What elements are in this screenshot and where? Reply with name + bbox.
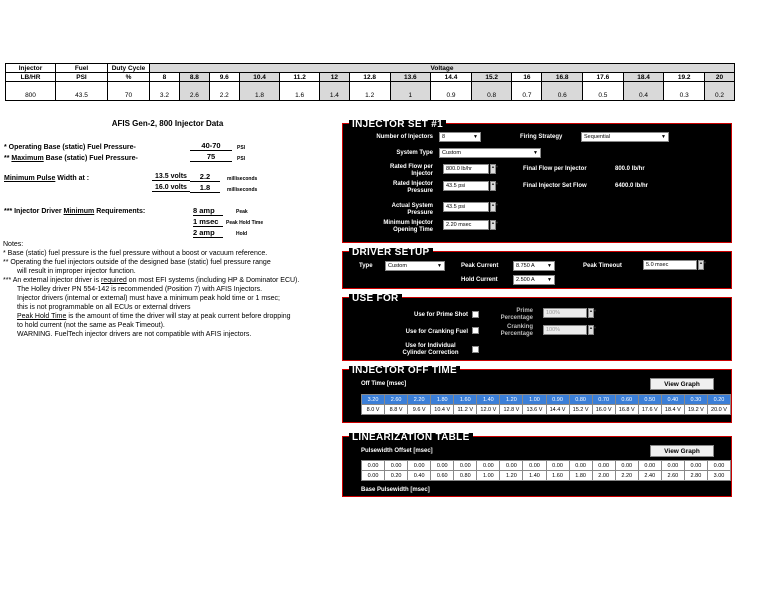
off-time-cell[interactable]: 0.60: [615, 395, 638, 405]
linearization-view-graph-button[interactable]: View Graph: [650, 445, 714, 457]
voltage-header-cell: 19.2: [664, 73, 705, 82]
off-time-volt-cell[interactable]: 14.4 V: [546, 405, 569, 415]
firing-strategy-label: Firing Strategy: [520, 134, 563, 140]
voltage-header-cell: 8: [150, 73, 180, 82]
driver-peak-unit: Peak: [236, 209, 248, 215]
injector-value: 800: [6, 82, 56, 101]
off-time-cell[interactable]: 1.60: [454, 395, 477, 405]
off-time-subtitle: Off Time [msec]: [361, 381, 407, 387]
off-time-cell[interactable]: 1.80: [431, 395, 454, 405]
voltage-header-cell: 17.6: [583, 73, 624, 82]
volt-13-5-unit: milliseconds: [227, 176, 258, 182]
peak-timeout-input[interactable]: 5.0 msec: [643, 260, 697, 270]
off-time-volt-cell[interactable]: 10.4 V: [431, 405, 454, 415]
volt-13-5-value: 2.2: [190, 172, 220, 182]
linearization-offset-cell[interactable]: 0.00: [592, 461, 615, 471]
voltage-header-cell: 15.2: [471, 73, 512, 82]
linearization-base-cell[interactable]: 1.00: [477, 471, 500, 481]
driver-hold-value: 2 amp: [193, 228, 223, 238]
voltage-table-subheader-row: [6, 73, 735, 82]
off-time-volt-cell[interactable]: 9.6 V: [408, 405, 431, 415]
final-flow-value: 800.0 lb/hr: [615, 166, 645, 172]
min-opening-time-label: Minimum Injector Opening Time: [383, 220, 433, 233]
off-time-volts-row: [362, 405, 731, 415]
off-time-volt-cell[interactable]: 11.2 V: [454, 405, 477, 415]
num-injectors-select[interactable]: 8 ▼: [439, 132, 481, 142]
off-time-cell[interactable]: 2.60: [385, 395, 408, 405]
linearization-base-row: [362, 471, 731, 481]
off-time-title: INJECTOR OFF TIME: [349, 366, 460, 376]
note-2b: will result in improper injector function.: [17, 268, 136, 275]
note-3e: Peak Hold Time is the amount of time the driver will stay at peak current before dropping: [17, 313, 291, 320]
linearization-panel: [342, 432, 732, 497]
peak-timeout-label: Peak Timeout: [583, 263, 622, 269]
fuel-value: 43.5: [56, 82, 108, 101]
off-time-value-cell: 0.3: [664, 82, 705, 101]
duty-cycle-value: 70: [108, 82, 150, 101]
linearization-base-cell[interactable]: 2.60: [661, 471, 684, 481]
linearization-base-cell[interactable]: 3.00: [707, 471, 730, 481]
max-pressure-label: ** Maximum Base (static) Fuel Pressure-: [4, 155, 138, 162]
linearization-base-cell[interactable]: 2.00: [592, 471, 615, 481]
final-flow-label: Final Flow per Injector: [523, 166, 587, 172]
linearization-offset-cell[interactable]: 0.00: [684, 461, 707, 471]
fuel-header: Fuel: [56, 64, 108, 73]
driver-requirements-label: *** Injector Driver Minimum Requirements:: [4, 208, 146, 215]
linearization-subtitle: Pulsewidth Offset [msec]: [361, 448, 433, 454]
note-1: * Base (static) fuel pressure is the fuel pressure without a boost or vacuum reference.: [3, 250, 268, 257]
min-opening-time-spinner[interactable]: ▲▼: [490, 220, 496, 230]
fuel-unit: PSI: [56, 73, 108, 82]
off-time-volt-cell[interactable]: 12.0 V: [477, 405, 500, 415]
voltage-table-header-row: [6, 64, 735, 73]
note-3: *** An external injector driver is required on most EFI systems (including HP & Dominator ECU).: [3, 277, 300, 284]
off-time-volt-cell[interactable]: 20.0 V: [707, 405, 730, 415]
rated-flow-spinner[interactable]: ▲▼: [490, 164, 496, 174]
off-time-cell[interactable]: 0.90: [546, 395, 569, 405]
chevron-down-icon: ▼: [533, 150, 538, 156]
off-time-value-cell: 1: [390, 82, 431, 101]
use-for-title: USE FOR: [349, 294, 402, 304]
off-time-cell[interactable]: 0.80: [569, 395, 592, 405]
off-time-volt-cell[interactable]: 19.2 V: [684, 405, 707, 415]
individual-correction-label: Use for Individual Cylinder Correction: [402, 343, 459, 356]
duty-cycle-unit: %: [108, 73, 150, 82]
max-pressure-value: 75: [190, 152, 232, 162]
use-for-panel: [342, 293, 732, 361]
linearization-offset-cell[interactable]: 0.00: [638, 461, 661, 471]
off-time-panel: [342, 365, 732, 423]
linearization-offset-cell[interactable]: 0.00: [477, 461, 500, 471]
off-time-value-cell: 3.2: [150, 82, 180, 101]
system-type-select[interactable]: Custom ▼: [439, 148, 541, 158]
min-pulse-width-label: Minimum Pulse Width at :: [4, 175, 90, 182]
off-time-value-cell: 0.2: [705, 82, 735, 101]
voltage-header-cell: 16.8: [542, 73, 583, 82]
chevron-down-icon: ▼: [437, 263, 442, 269]
off-time-volt-cell[interactable]: 16.0 V: [592, 405, 615, 415]
linearization-offset-row: [362, 461, 731, 471]
chevron-down-icon: ▼: [547, 277, 552, 283]
operating-pressure-unit: PSI: [237, 145, 246, 151]
driver-hold-time-value: 1 msec: [193, 217, 223, 227]
off-time-volt-cell[interactable]: 18.4 V: [661, 405, 684, 415]
driver-type-select[interactable]: Custom ▼: [385, 261, 445, 271]
injector-set-title: INJECTOR SET #1: [349, 120, 446, 130]
prime-percentage-spinner[interactable]: ▲▼: [588, 308, 594, 318]
voltage-header: Voltage: [150, 64, 735, 73]
off-time-value-cell: 1.4: [319, 82, 349, 101]
cranking-fuel-label: Use for Cranking Fuel: [405, 329, 468, 335]
prime-shot-label: Use for Prime Shot: [413, 312, 468, 318]
linearization-base-cell[interactable]: 0.20: [385, 471, 408, 481]
off-time-value-cell: 2.2: [209, 82, 239, 101]
driver-setup-panel: [342, 247, 732, 289]
off-time-cell[interactable]: 0.70: [592, 395, 615, 405]
rated-pressure-input[interactable]: 43.5 psi: [443, 181, 489, 191]
off-time-value-cell: 1.2: [349, 82, 390, 101]
linearization-base-cell[interactable]: 1.20: [500, 471, 523, 481]
linearization-base-cell[interactable]: 0.40: [408, 471, 431, 481]
note-3c: Injector drivers (internal or external) must have a minimum peak hold time or 1 msec;: [17, 295, 280, 302]
voltage-table-data-row: [6, 82, 735, 101]
rated-flow-input[interactable]: 800.0 lb/hr: [443, 164, 489, 174]
driver-type-label: Type: [359, 263, 373, 269]
off-time-value-cell: 0.4: [623, 82, 664, 101]
off-time-volt-cell[interactable]: 16.8 V: [615, 405, 638, 415]
volt-16-label: 16.0 volts: [152, 184, 190, 192]
linearization-base-cell[interactable]: 1.60: [546, 471, 569, 481]
off-time-grid: [361, 394, 731, 415]
off-time-value-cell: 1.8: [239, 82, 280, 101]
off-time-cell[interactable]: 3.20: [362, 395, 385, 405]
num-injectors-label: Number of Injectors: [376, 134, 433, 140]
system-type-label: System Type: [396, 150, 433, 156]
off-time-value-cell: 0.6: [542, 82, 583, 101]
linearization-offset-cell[interactable]: 0.00: [431, 461, 454, 471]
note-3g: WARNING. FuelTech injector drivers are not compatible with AFIS injectors.: [17, 331, 252, 338]
duty-cycle-header: Duty Cycle: [108, 64, 150, 73]
off-time-cell[interactable]: 1.40: [477, 395, 500, 405]
off-time-value-cell: 0.8: [471, 82, 512, 101]
voltage-header-cell: 11.2: [280, 73, 320, 82]
notes-section: [3, 240, 339, 339]
linearization-base-cell[interactable]: 0.80: [454, 471, 477, 481]
linearization-offset-cell[interactable]: 0.00: [546, 461, 569, 471]
hold-current-select[interactable]: 2.500 A ▼: [513, 275, 555, 285]
note-2: ** Operating the fuel injectors outside of the designed base (static) fuel pressure range: [3, 259, 271, 266]
injector-header: Injector: [6, 64, 56, 73]
final-set-flow-value: 6400.0 lb/hr: [615, 183, 649, 189]
linearization-base-cell[interactable]: 0.60: [431, 471, 454, 481]
off-time-cell[interactable]: 0.50: [638, 395, 661, 405]
prime-percentage-label: Prime Percentage: [500, 308, 533, 321]
voltage-header-cell: 18.4: [623, 73, 664, 82]
linearization-offset-cell[interactable]: 0.00: [569, 461, 592, 471]
linearization-base-cell[interactable]: 2.20: [615, 471, 638, 481]
cranking-percentage-input[interactable]: 100%: [543, 325, 587, 335]
off-time-volt-cell[interactable]: 12.8 V: [500, 405, 523, 415]
prime-percentage-input[interactable]: 100%: [543, 308, 587, 318]
off-time-cell[interactable]: 0.40: [661, 395, 684, 405]
operating-pressure-label: * Operating Base (static) Fuel Pressure-: [4, 144, 136, 151]
off-time-cell[interactable]: 1.00: [523, 395, 546, 405]
off-time-cell[interactable]: 1.20: [500, 395, 523, 405]
off-time-value-cell: 0.7: [512, 82, 542, 101]
off-time-cell[interactable]: 0.30: [684, 395, 707, 405]
injector-set-panel: [342, 119, 732, 243]
voltage-header-cell: 10.4: [239, 73, 280, 82]
min-opening-time-input[interactable]: 2.20 msec: [443, 220, 489, 230]
off-time-value-cell: 0.5: [583, 82, 624, 101]
linearization-offset-cell[interactable]: 0.00: [661, 461, 684, 471]
linearization-offset-cell[interactable]: 0.00: [615, 461, 638, 471]
rated-pressure-spinner[interactable]: ▲▼: [490, 181, 496, 191]
linearization-offset-cell[interactable]: 0.00: [408, 461, 431, 471]
linearization-offset-cell[interactable]: 0.00: [707, 461, 730, 471]
off-time-value-cell: 0.9: [431, 82, 472, 101]
note-3f: to hold current (not the same as Peak Timeout).: [17, 322, 165, 329]
linearization-offset-cell[interactable]: 0.00: [454, 461, 477, 471]
chevron-down-icon: ▼: [661, 134, 666, 140]
off-time-cell[interactable]: 0.20: [707, 395, 730, 405]
actual-pressure-spinner[interactable]: ▲▼: [490, 202, 496, 212]
cranking-fuel-checkbox[interactable]: [472, 327, 479, 334]
peak-current-select[interactable]: 8.750 A ▼: [513, 261, 555, 271]
voltage-table: [5, 63, 735, 101]
off-time-volt-cell[interactable]: 13.6 V: [523, 405, 546, 415]
voltage-header-cell: 14.4: [431, 73, 472, 82]
cranking-percentage-label: Cranking Percentage: [500, 324, 533, 337]
off-time-view-graph-button[interactable]: View Graph: [650, 378, 714, 390]
notes-label: Notes:: [3, 241, 24, 248]
volt-16-value: 1.8: [190, 183, 220, 193]
doc-title: AFIS Gen-2, 800 Injector Data: [111, 119, 224, 128]
off-time-values-row: [362, 395, 731, 405]
peak-current-label: Peak Current: [461, 263, 499, 269]
linearization-offset-cell[interactable]: 0.00: [362, 461, 385, 471]
off-time-value-cell: 1.6: [280, 82, 320, 101]
operating-pressure-value: 40-70: [190, 141, 232, 151]
linearization-title: LINEARIZATION TABLE: [349, 433, 473, 443]
final-set-flow-label: Final Injector Set Flow: [523, 183, 587, 189]
chevron-down-icon: ▼: [473, 134, 478, 140]
driver-setup-title: DRIVER SETUP: [349, 248, 433, 258]
driver-hold-unit: Hold: [236, 231, 248, 237]
driver-peak-value: 8 amp: [193, 206, 223, 216]
volt-16-unit: milliseconds: [227, 187, 258, 193]
note-3d: this is not programmable on all ECUs or external drivers: [17, 304, 191, 311]
linearization-base-cell[interactable]: 2.40: [638, 471, 661, 481]
off-time-volt-cell[interactable]: 15.2 V: [569, 405, 592, 415]
voltage-header-cell: 8.8: [179, 73, 209, 82]
voltage-header-cell: 13.6: [390, 73, 431, 82]
rated-pressure-label: Rated Injector Pressure: [392, 181, 433, 194]
driver-hold-time-unit: Peak Hold Time: [226, 220, 264, 226]
linearization-base-cell[interactable]: 2.80: [684, 471, 707, 481]
linearization-footer: Base Pulsewidth [msec]: [361, 487, 430, 493]
voltage-header-cell: 16: [512, 73, 542, 82]
prime-shot-checkbox[interactable]: [472, 311, 479, 318]
off-time-value-cell: 2.6: [179, 82, 209, 101]
off-time-volt-cell[interactable]: 8.8 V: [385, 405, 408, 415]
off-time-cell[interactable]: 2.20: [408, 395, 431, 405]
volt-13-5-label: 13.5 volts: [152, 173, 190, 181]
note-3b: The Holley driver PN 554-142 is recommended (Position 7) with AFIS Injectors.: [17, 286, 263, 293]
rated-flow-label: Rated Flow per Injector: [389, 164, 433, 177]
injector-unit: LB/HR: [6, 73, 56, 82]
hold-current-label: Hold Current: [461, 277, 498, 283]
linearization-offset-cell[interactable]: 0.00: [500, 461, 523, 471]
off-time-volt-cell[interactable]: 8.0 V: [362, 405, 385, 415]
linearization-grid: [361, 460, 731, 481]
linearization-base-cell[interactable]: 0.00: [362, 471, 385, 481]
individual-correction-checkbox[interactable]: [472, 346, 479, 353]
linearization-base-cell[interactable]: 1.40: [523, 471, 546, 481]
voltage-header-cell: 12: [319, 73, 349, 82]
linearization-base-cell[interactable]: 1.80: [569, 471, 592, 481]
voltage-header-cell: 20: [705, 73, 735, 82]
cranking-percentage-spinner[interactable]: ▲▼: [588, 325, 594, 335]
actual-pressure-input[interactable]: 43.5 psi: [443, 202, 489, 212]
linearization-offset-cell[interactable]: 0.00: [523, 461, 546, 471]
actual-pressure-label: Actual System Pressure: [391, 203, 433, 216]
linearization-offset-cell[interactable]: 0.00: [385, 461, 408, 471]
max-pressure-unit: PSI: [237, 156, 246, 162]
voltage-header-cell: 12.8: [349, 73, 390, 82]
chevron-down-icon: ▼: [547, 263, 552, 269]
firing-strategy-select[interactable]: Sequential ▼: [581, 132, 669, 142]
peak-timeout-spinner[interactable]: ▲▼: [698, 260, 704, 270]
voltage-header-cell: 9.6: [209, 73, 239, 82]
off-time-volt-cell[interactable]: 17.6 V: [638, 405, 661, 415]
